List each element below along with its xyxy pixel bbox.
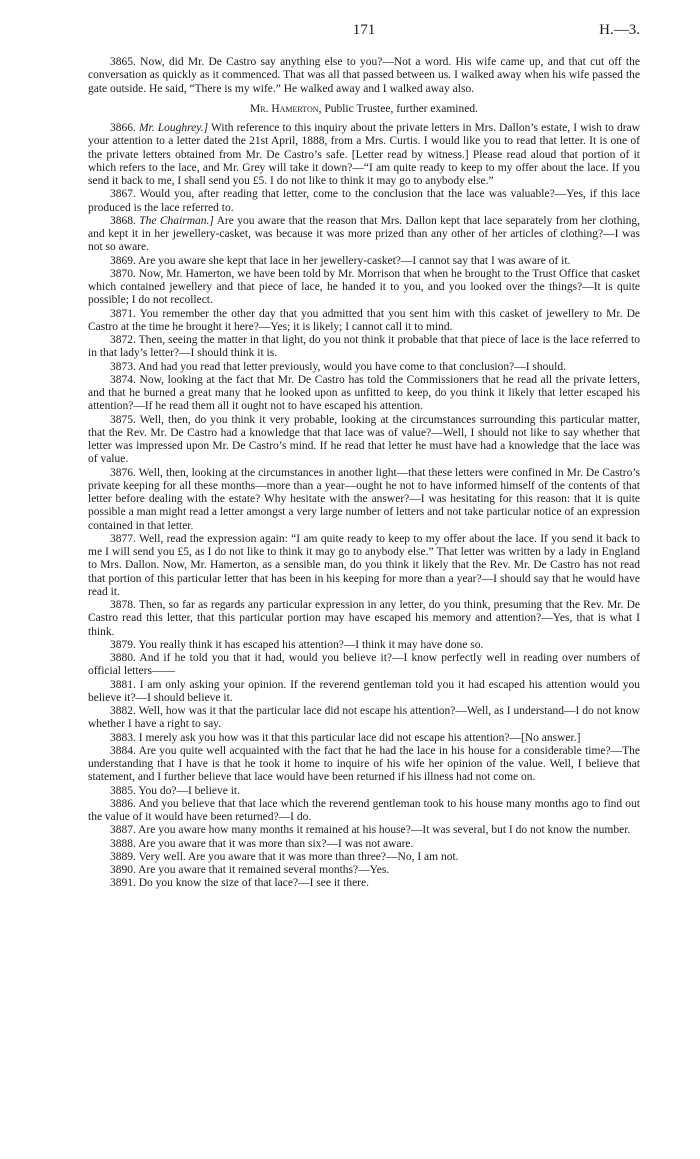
question-3882: 3882. Well, how was it that the particular lace did not escape his attention?—Well, as I understand—I do not know whether I have a right to say.	[88, 705, 640, 731]
question-3886: 3886. And you believe that that lace which the reverend gentleman took to his house many months ago to find out the value of it would have been returned?—I do.	[88, 797, 640, 823]
question-3878: 3878. Then, so far as regards any particular expression in any letter, do you think, presuming that the Rev. Mr. De Castro read this letter, that this particular portion may have escaped his memory and attention?—Yes, that is what I think.	[88, 599, 640, 638]
witness-heading	[88, 103, 640, 116]
question-3891: 3891. Do you know the size of that lace?—I see it there.	[110, 877, 369, 890]
question-3865: 3865. Now, did Mr. De Castro say anything else to you?—Not a word. His wife came up, and that cut off the conversation as quickly as it commenced. That was all that passed between us. I walked away when his wife passed the gate outside. He said, “There is my wife.” He walked away and I walked away also.	[88, 56, 640, 95]
question-3868: 3868. The Chairman.] Are you aware that the reason that Mrs. Dallon kept that lace separately from her clothing, and kept it in her jewellery-casket, was because it was more prized than any other of her articles of clothing?—I was not so aware.	[88, 214, 641, 254]
question-3889: 3889. Very well. Are you aware that it was more than three?—No, I am not.	[110, 850, 459, 863]
report-reference: H.—3.	[599, 22, 640, 38]
question-3867: 3867. Would you, after reading that letter, come to the conclusion that the lace was valuable?—Yes, if this lace produced is the lace referred to.	[88, 188, 640, 214]
question-3875: 3875. Well, then, do you think it very probable, looking at the circumstances surrounding this particular matter, that the Rev. Mr. De Castro had a knowledge that that lace was of value?—Well, I should not like to say whether that letter was impressed upon Mr. De Castro’s mind. If he read that letter he must have had a knowledge that the lace was of value.	[88, 413, 640, 466]
question-3884: 3884. Are you quite well acquainted with the fact that he had the lace in his house for a considerable time?—The understanding that I have is that he took it home to inquire of his wife her opinion of the value. Well, I believe that statement, and I further believe that lace would have been returned if his illness had not come on.	[88, 744, 640, 784]
question-3871: 3871. You remember the other day that you admitted that you sent him with this casket of jewellery to Mr. De Castro at the time he brought it here?—Yes; it is likely; I cannot call it to mind.	[88, 307, 640, 333]
speaker-attribution: The Chairman.]	[139, 214, 214, 227]
witness-heading-rest: , Public Trustee, further examined.	[318, 102, 478, 115]
question-3885: 3885. You do?—I believe it.	[110, 784, 241, 797]
question-3879: 3879. You really think it has escaped his attention?—I think it may have done so.	[110, 638, 484, 651]
page-header	[88, 0, 640, 42]
question-3869: 3869. Are you aware she kept that lace in her jewellery-casket?—I cannot say that I was aware of it.	[110, 254, 571, 267]
question-3874: 3874. Now, looking at the fact that Mr. De Castro has told the Commissioners that he read all the private letters, and that he burned a great many that he looked upon as unfitted to keep, do you think it likely that letter escaped his attention?—If he read them all it ought not to have escaped his attention.	[88, 373, 640, 413]
question-3881: 3881. I am only asking your opinion. If the reverend gentleman told you it had escaped his attention would you believe it?—I should believe it.	[88, 678, 640, 704]
question-3887: 3887. Are you aware how many months it remained at his house?—It was several, but I do not know the number.	[110, 824, 631, 837]
page-body	[88, 56, 640, 891]
question-3876: 3876. Well, then, looking at the circumstances in another light—that these letters were confined in Mr. De Castro’s private keeping for all these months—more than a year—ought he not to have informed himself of the contents of that letter before dealing with the estate? Why hesitate with the answer?—I was hesitating for this reason: that it is quite possible a man might read a letter amongst a very large number of letters and not take particular notice of an expression contained in that letter.	[88, 466, 640, 532]
question-3872: 3872. Then, seeing the matter in that light, do you not think it probable that that piece of lace is the lace referred to in that lady’s letter?—I should think it is.	[88, 334, 640, 360]
question-3870: 3870. Now, Mr. Hamerton, we have been told by Mr. Morrison that when he brought to the Trust Office that casket which contained jewellery and that piece of lace, he handed it to you, and you looked over the things?—It is quite possible; I do not recollect.	[88, 267, 640, 307]
page-number: 171	[352, 22, 376, 38]
question-3890: 3890. Are you aware that it remained several months?—Yes.	[110, 864, 390, 876]
question-3873: 3873. And had you read that letter previously, would you have come to that conclusion?—I should.	[110, 360, 566, 373]
witness-name: Mr. Hamerton	[250, 102, 319, 115]
question-3880: 3880. And if he told you that it had, would you believe it?—I know perfectly well in reading over numbers of official letters——	[88, 652, 640, 678]
question-3883: 3883. I merely ask you how was it that this particular lace did not escape his attention?—[No answer.]	[110, 731, 581, 744]
question-3866: 3866. Mr. Loughrey.] With reference to this inquiry about the private letters in Mrs. Dallon’s estate, I wish to draw your attention to a letter dated the 21st April, 1888, from a Mrs. Curtis. I would like you to read that letter. It is one of the private letters obtained from Mr. De Castro’s safe. [Letter read by witness.] Please read aloud that portion of it which refers to the lace, and Mr. Grey will take it down?—“I am quite ready to keep to my offer about the lace. If you send it back to me, I shall send you £5. I do not like to think it may go to anybody else.”	[88, 122, 640, 187]
question-3888: 3888. Are you aware that it was more than six?—I was not aware.	[110, 837, 414, 850]
speaker-attribution: Mr. Loughrey.]	[138, 122, 209, 134]
question-3877: 3877. Well, read the expression again: “I am quite ready to keep to my offer about the lace. If you send it back to me I will send you £5, as I do not like to think it may go to anybody else.” That letter was written by a lady in England to Mrs. Dallon. Now, Mr. Hamerton, as a sensible man, do you think it likely that the Rev. Mr. De Castro has not read that portion of this particular letter that has been in his keeping for more than a year?—I should say that he would have read it.	[88, 532, 640, 598]
